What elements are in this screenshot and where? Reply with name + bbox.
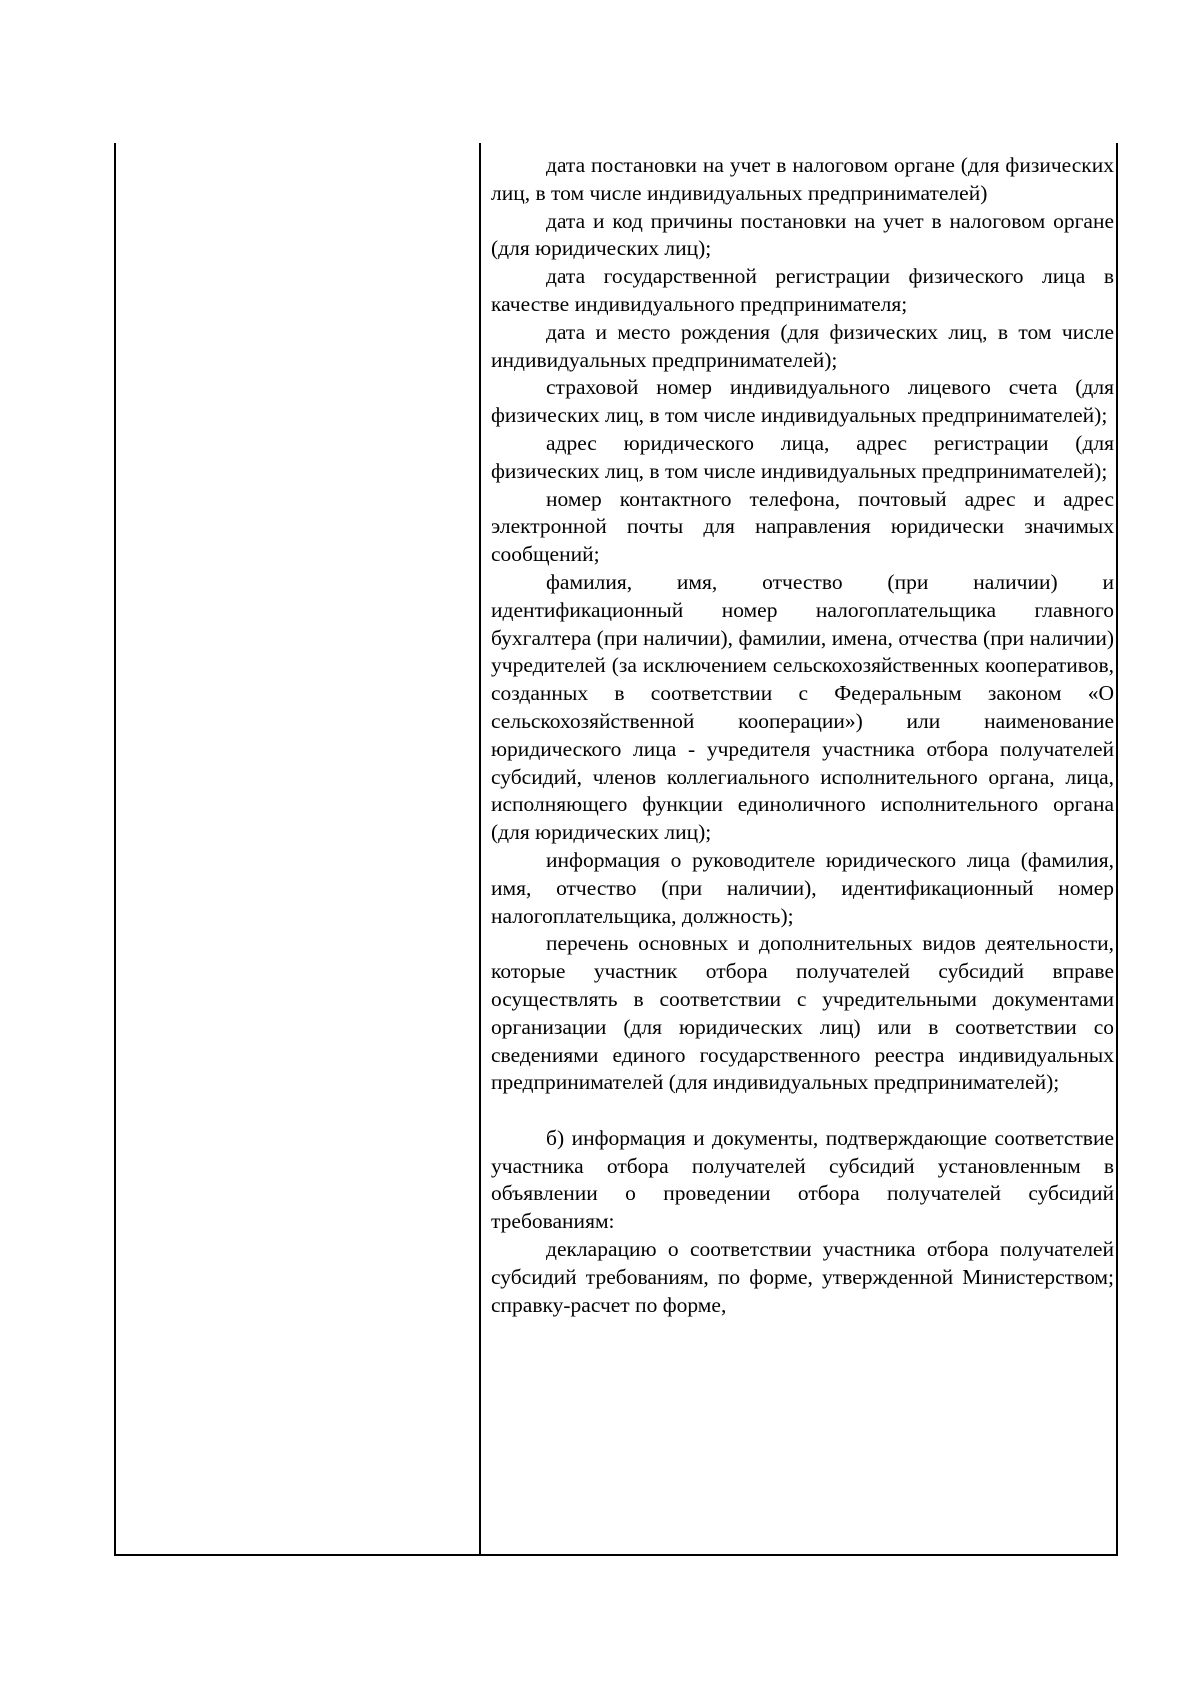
paragraph: фамилия, имя, отчество (при наличии) и идентификационный номер налогоплательщика главного бухгалтера (при наличии), фамилии, имена, отчества (при наличии) учредителей (за исключением сельскохозяйственных кооперативов, созданных в соответствии с Федеральным законом «О сельскохозяйственной кооперации») или наименование юридического лица - учредителя участника отбора получателей субсидий, членов коллегиального исполнительного органа, лица, исполняющего функции единоличного исполнительного органа (для юридических лиц); [491,569,1114,845]
paragraph: дата и код причины постановки на учет в налоговом органе (для юридических лиц); [491,208,1114,261]
paragraph: дата государственной регистрации физического лица в качестве индивидуального предпринимателя; [491,264,1114,316]
paragraph: адрес юридического лица, адрес регистрации (для физических лиц, в том числе индивидуальных предпринимателей); [491,430,1114,483]
paragraph: перечень основных и дополнительных видов деятельности, которые участник отбора получателей субсидий вправе осуществлять в соответствии с учредительными документами организации (для юридических лиц) или в соответствии со сведениями единого государственного реестра индивидуальных предпринимателей (для индивидуальных предпринимателей); [491,931,1114,1095]
paragraph: страховой номер индивидуального лицевого счета (для физических лиц, в том числе индивидуальных предпринимателей); [491,375,1114,428]
paragraph: номер контактного телефона, почтовый адрес и адрес электронной почты для направления юридически значимых сообщений; [491,486,1114,567]
paragraph: дата постановки на учет в налоговом органе (для физических лиц, в том числе индивидуальных предпринимателей) [491,153,1114,205]
paragraph: дата и место рождения (для физических лиц, в том числе индивидуальных предпринимателей); [491,319,1114,372]
table-cell-right [491,152,1114,1319]
paragraph: информация о руководителе юридического лица (фамилия, имя, отчество (при наличии), идентификационный номер налогоплательщика, должность); [491,847,1114,928]
paragraph: декларацию о соответствии участника отбора получателей субсидий требованиям, по форме, утвержденной Министерством; справку-расчет по форме, [491,1237,1114,1317]
paragraph: б) информация и документы, подтверждающие соответствие участника отбора получателей субсидий установленным в объявлении о проведении отбора получателей субсидий требованиям: [491,1125,1114,1234]
column-divider [479,143,481,1554]
table [114,143,1118,1556]
